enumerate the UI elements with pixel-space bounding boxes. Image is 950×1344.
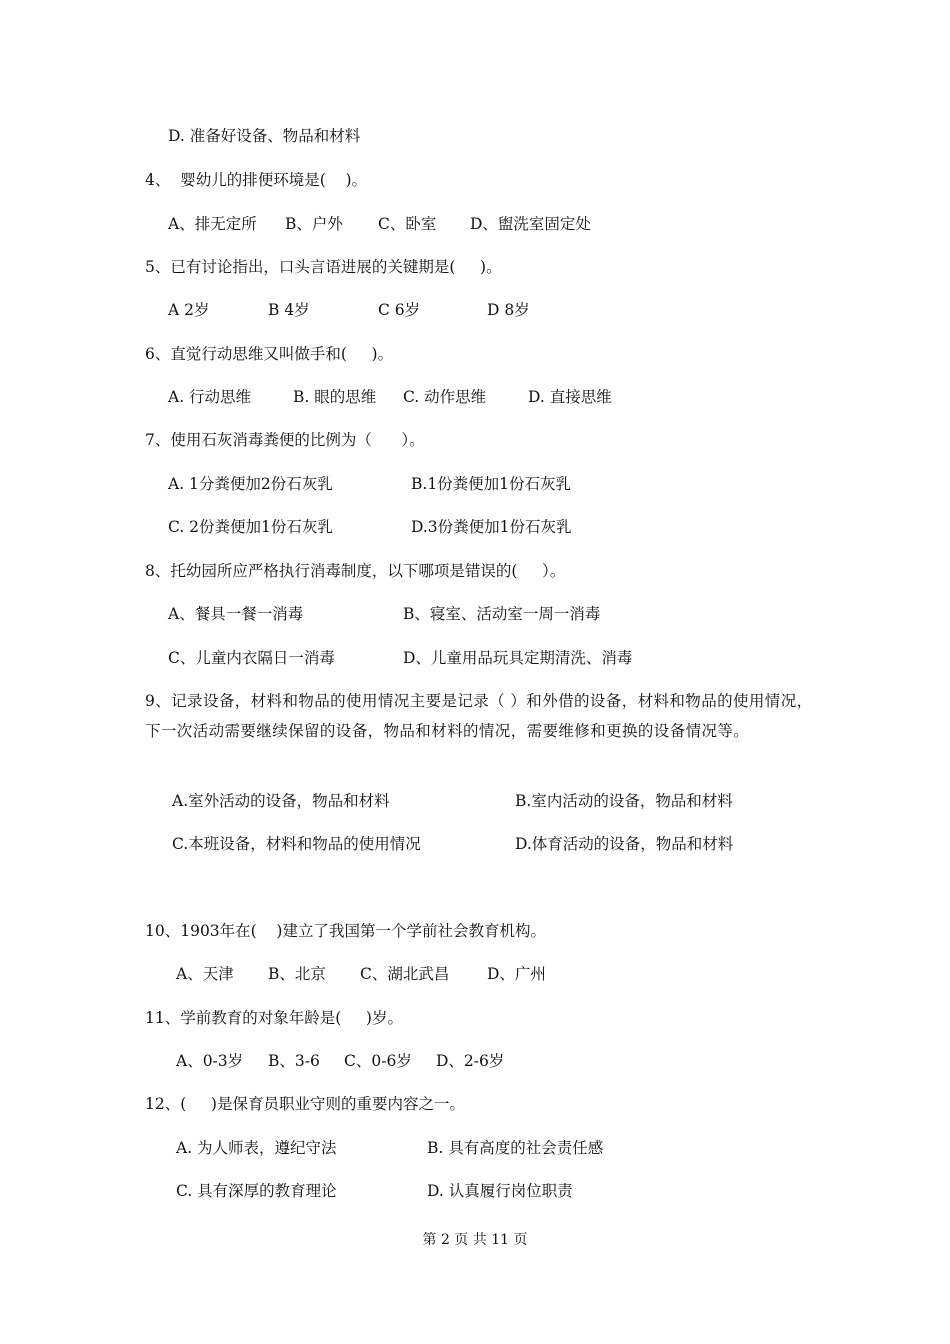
option-10d: D、广州 <box>487 965 546 983</box>
question-9: 9、记录设备，材料和物品的使用情况主要是记录（ ）和外借的设备，材料和物品的使用情况，下一次活动需要继续保留的设备，物品和材料的情况，需要维修和更换的设备情况等。 <box>145 692 813 740</box>
option-11d: D、2-6岁 <box>436 1052 505 1070</box>
option-11a: A、0-3岁 <box>176 1052 244 1070</box>
page-number-footer: 第 2 页 共 11 页 <box>422 1232 528 1248</box>
option-10a: A、天津 <box>176 965 234 983</box>
option-9b: B.室内活动的设备，物品和材料 <box>515 792 733 810</box>
option-4c: C、卧室 <box>378 215 437 233</box>
option-8c: C、儿童内衣隔日一消毒 <box>168 649 335 667</box>
question-12: 12、( )是保育员职业守则的重要内容之一。 <box>145 1095 465 1113</box>
option-8b: B、寝室、活动室一周一消毒 <box>403 605 601 623</box>
option-9a: A.室外活动的设备，物品和材料 <box>172 792 390 810</box>
question-5: 5、已有讨论指出，口头言语进展的关键期是( )。 <box>145 258 502 276</box>
option-11b: B、3-6 <box>268 1052 320 1070</box>
option-11c: C、0-6岁 <box>344 1052 412 1070</box>
option-12b: B. 具有高度的社会责任感 <box>427 1139 604 1157</box>
option-6a: A. 行动思维 <box>168 388 252 406</box>
option-6c: C. 动作思维 <box>403 388 487 406</box>
option-6b: B. 眼的思维 <box>293 388 377 406</box>
option-7d: D.3份粪便加1份石灰乳 <box>411 518 572 536</box>
option-12d: D. 认真履行岗位职责 <box>427 1182 573 1200</box>
option-9c: C.本班设备，材料和物品的使用情况 <box>172 835 421 853</box>
option-4d: D、盥洗室固定处 <box>470 215 591 233</box>
option-5a: A 2岁 <box>168 301 210 319</box>
option-5c: C 6岁 <box>378 301 421 319</box>
question-11: 11、学前教育的对象年龄是( )岁。 <box>145 1009 403 1027</box>
option-12a: A. 为人师表，遵纪守法 <box>176 1139 337 1157</box>
question-8: 8、托幼园所应严格执行消毒制度，以下哪项是错误的( ）。 <box>145 562 566 580</box>
option-12c: C. 具有深厚的教育理论 <box>176 1182 337 1200</box>
question-6: 6、直觉行动思维又叫做手和( )。 <box>145 345 394 363</box>
option-5d: D 8岁 <box>487 301 530 319</box>
option-7a: A. 1分粪便加2份石灰乳 <box>168 475 333 493</box>
option-6d: D. 直接思维 <box>528 388 612 406</box>
option-10b: B、北京 <box>268 965 326 983</box>
option-4a: A、排无定所 <box>168 215 257 233</box>
option-8a: A、餐具一餐一消毒 <box>168 605 304 623</box>
option-9d: D.体育活动的设备，物品和材料 <box>515 835 734 853</box>
option-7b: B.1份粪便加1份石灰乳 <box>411 475 572 493</box>
option-7c: C. 2份粪便加1份石灰乳 <box>168 518 333 536</box>
question-4: 4、 婴幼儿的排便环境是( )。 <box>145 171 368 189</box>
option-10c: C、湖北武昌 <box>360 965 450 983</box>
question-7: 7、使用石灰消毒粪便的比例为（ ）。 <box>145 431 425 449</box>
option-3d: D. 准备好设备、物品和材料 <box>168 127 361 145</box>
option-5b: B 4岁 <box>268 301 310 319</box>
question-10: 10、1903年在( )建立了我国第一个学前社会教育机构。 <box>145 922 546 940</box>
option-8d: D、儿童用品玩具定期清洗、消毒 <box>403 649 633 667</box>
option-4b: B、户外 <box>285 215 343 233</box>
